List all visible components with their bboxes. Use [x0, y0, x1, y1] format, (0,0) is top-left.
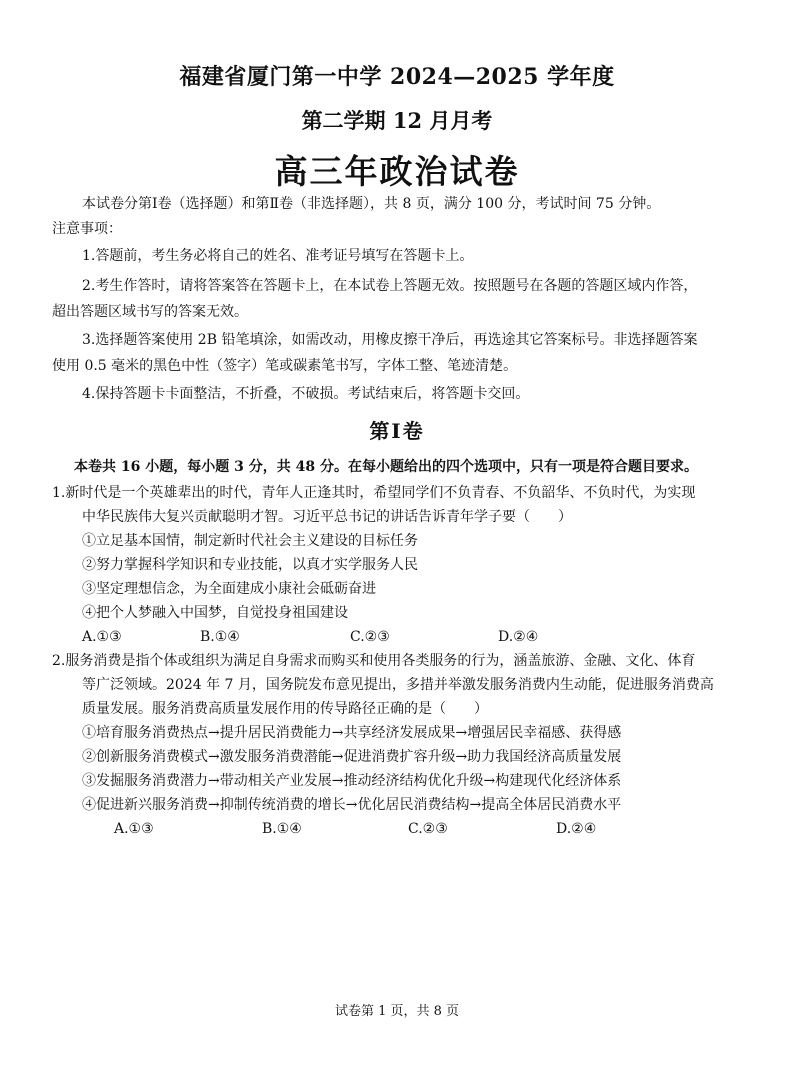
- question-1-statement-4: ④把个人梦融入中国梦，自觉投身祖国建设: [82, 605, 348, 621]
- question-1-option-c: C.②③: [350, 629, 390, 645]
- question-2-option-a: A.①③: [114, 821, 154, 837]
- question-1-statement-1: ①立足基本国情，制定新时代社会主义建设的目标任务: [82, 533, 418, 549]
- note-3-line-2: 使用 0.5 毫米的黑色中性（签字）笔或碳素笔书写，字体工整、笔迹清楚。: [52, 358, 518, 374]
- note-4: 4.保持答题卡卡面整洁，不折叠，不破损。考试结束后，将答题卡交回。: [82, 386, 530, 402]
- question-2-statement-1: ①培育服务消费热点→提升居民消费能力→共享经济发展成果→增强居民幸福感、获得感: [82, 725, 622, 741]
- question-2-stem-line-1: 2.服务消费是指个体或组织为满足自身需求而购买和使用各类服务的行为，涵盖旅游、金融、文化、体育: [52, 653, 696, 669]
- question-1-stem-line-2: 中华民族伟大复兴贡献聪明才智。习近平总书记的讲话告诉青年学子要（ ）: [82, 509, 572, 525]
- note-2-line-1: 2.考生作答时，请将答案答在答题卡上，在本试卷上答题无效。按照题号在各题的答题区域内作答，: [82, 278, 698, 294]
- question-2-statement-4: ④促进新兴服务消费→抑制传统消费的增长→优化居民消费结构→提高全体居民消费水平: [82, 797, 622, 813]
- exam-title-subject: 高三年政治试卷: [274, 152, 520, 191]
- question-1-option-a: A.①③: [82, 629, 122, 645]
- note-1: 1.答题前，考生务必将自己的姓名、准考证号填写在答题卡上。: [82, 248, 474, 264]
- question-2-stem-line-2: 等广泛领域。2024 年 7 月，国务院发布意见提出，多措并举激发服务消费内生动能，促进服务消费高: [82, 677, 714, 693]
- question-1-stem-line-1: 1.新时代是一个英雄辈出的时代，青年人正逢其时，希望同学们不负青春、不负韶华、不负时代，为实现: [52, 485, 696, 501]
- question-2-stem-line-3: 质量发展。服务消费高质量发展作用的传导路径正确的是（ ）: [82, 701, 488, 717]
- note-2-line-2: 超出答题区域书写的答案无效。: [52, 304, 248, 320]
- question-1-option-d: D.②④: [498, 629, 539, 645]
- section-instruction: 本卷共 16 小题，每小题 3 分，共 48 分。在每小题给出的四个选项中，只有一项是符合题目要求。: [74, 459, 698, 475]
- question-1-option-b: B.①④: [200, 629, 240, 645]
- question-2-option-b: B.①④: [262, 821, 302, 837]
- page-footer: 试卷第 1 页，共 8 页: [334, 1004, 460, 1019]
- notes-heading: 注意事项：: [52, 221, 122, 237]
- question-1-statement-3: ③坚定理想信念，为全面建成小康社会砥砺奋进: [82, 581, 376, 597]
- question-2-option-d: D.②④: [556, 821, 597, 837]
- note-3-line-1: 3.选择题答案使用 2B 铅笔填涂，如需改动，用橡皮擦干净后，再选途其它答案标号。非选择题答案: [82, 332, 698, 348]
- section-title: 第Ⅰ卷: [369, 419, 425, 443]
- question-2-option-c: C.②③: [408, 821, 448, 837]
- question-2-statement-3: ③发掘服务消费潜力→带动相关产业发展→推动经济结构优化升级→构建现代化经济体系: [82, 773, 622, 789]
- exam-title-term: 第二学期 12 月月考: [301, 108, 493, 133]
- question-2-statement-2: ②创新服务消费模式→激发服务消费潜能→促进消费扩容升级→助力我国经济高质量发展: [82, 749, 622, 765]
- exam-intro: 本试卷分第Ⅰ卷（选择题）和第Ⅱ卷（非选择题），共 8 页，满分 100 分，考试时间 75 分钟。: [82, 196, 661, 212]
- exam-title-school-year: 福建省厦门第一中学 2024—2025 学年度: [179, 64, 615, 90]
- question-1-statement-2: ②努力掌握科学知识和专业技能，以真才实学服务人民: [82, 557, 418, 573]
